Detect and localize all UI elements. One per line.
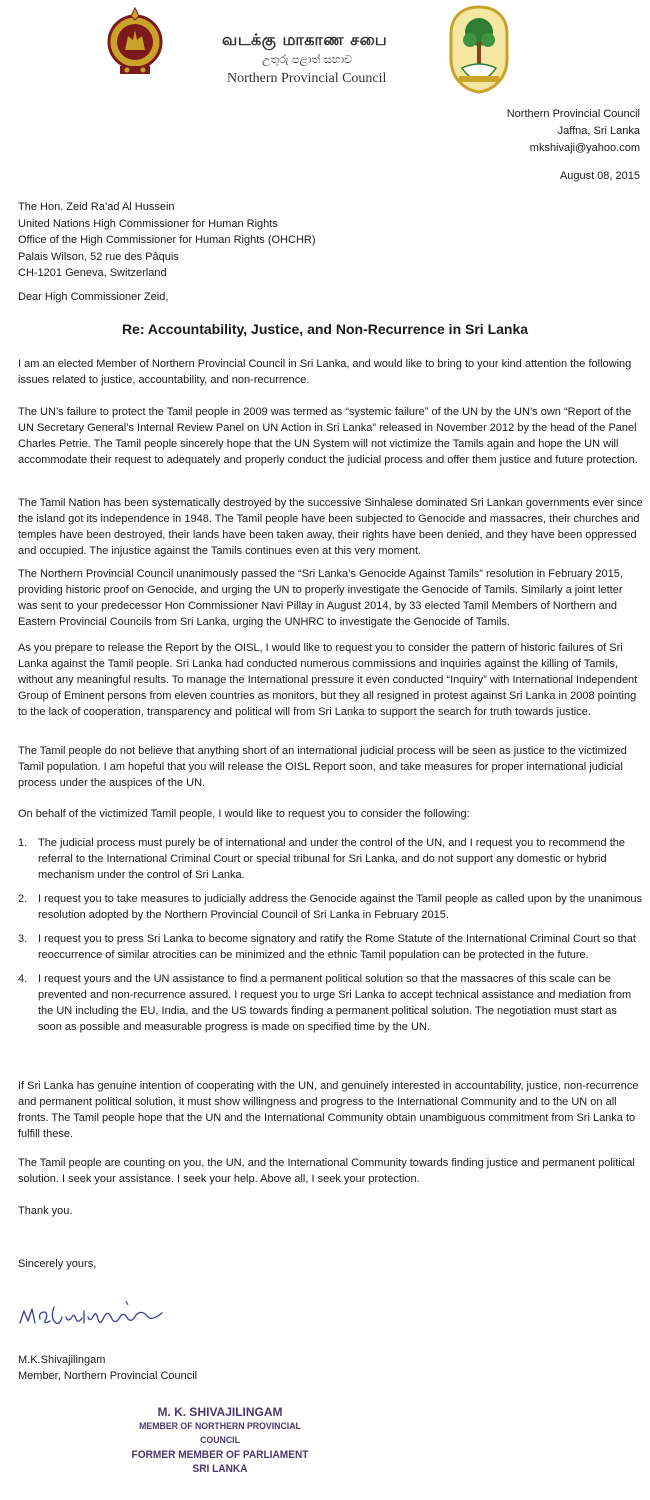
- paragraph-judicial-process: The Tamil people do not believe that anything short of an international judicial process will be seen as justice to the victimized Tamil population. I am hopeful that you will release the OISL Report soon, and take measures for proper international judicial process under the auspices of the UN.: [18, 745, 627, 789]
- paragraph-intro: I am an elected Member of Northern Provincial Council in Sri Lanka, and would like to bring to your kind attention the following issues related to justice, accountability, and non-recurrence.: [18, 358, 632, 386]
- letterhead-tamil-name: வடக்கு மாகாண சபை: [222, 30, 388, 49]
- recipient-city: CH-1201 Geneva, Switzerland: [18, 267, 167, 279]
- letterhead-sinhala-name: උතුරු පළාත් සභාව: [262, 53, 352, 66]
- sri-lanka-emblem-icon: [106, 6, 164, 76]
- recipient-name: The Hon. Zeid Ra’ad Al Hussein: [18, 201, 175, 213]
- closing-sincerely: Sincerely yours,: [18, 1258, 97, 1270]
- list-item-number: 1.: [18, 837, 28, 849]
- sender-city: Jaffna, Sri Lanka: [557, 125, 640, 137]
- recipient-street: Palais Wilson, 52 rue des Pâquis: [18, 250, 179, 263]
- recipient-office: Office of the High Commissioner for Human Rights (OHCHR): [18, 234, 316, 246]
- signer-block: [18, 1352, 197, 1384]
- paragraph-systemic-failure: The UN’s failure to protect the Tamil people in 2009 was termed as “systemic failure” of the UN by the UN’s own “Report of the UN Secretary General’s Internal Review Panel on UN Action in Sri Lanka” released in November 2012 by the head of the Panel Charles Petrie. The Tamil people sincerely hope that the UN System will not victimize the Tamils again and hope the UN will accommodate their request to adequately and properly conduct the judicial process and offer them justice and future protection.: [18, 406, 638, 466]
- request-list: [18, 835, 643, 1043]
- letter-date: August 08, 2015: [559, 170, 640, 182]
- list-item: [18, 971, 643, 1035]
- salutation: Dear High Commissioner Zeid,: [18, 291, 169, 303]
- list-item-number: 2.: [18, 893, 28, 905]
- list-item-number: 3.: [18, 933, 28, 945]
- list-item-text: The judicial process must purely be of international and under the control of the UN, and I request you to recommend the referral to the International Criminal Court or special tribunal for Sri Lanka, and do not support any domestic or hybrid mechanism under the control of Sri Lanka.: [38, 837, 625, 881]
- signer-name: M.K.Shivajilingam: [18, 1354, 106, 1366]
- list-item: [18, 891, 643, 923]
- paragraph-npc-resolution: The Northern Provincial Council unanimously passed the “Sri Lanka’s Genocide Against Tamils” resolution in February 2015, providing historic proof on Genocide, and urging the UN to properly investigate the Genocide of Tamils. Similarly a joint letter was sent to your predecessor Hon Commissioner Navi Pillay in August 2014, by 33 elected Tamil Members of Northern and Eastern Provincial Councils from Sri Lanka, urging the UNHRC to investigate the Genocide of Tamils.: [18, 568, 623, 628]
- recipient-title: United Nations High Commissioner for Human Rights: [18, 217, 278, 230]
- list-item-text: I request yours and the UN assistance to find a permanent political solution so that the massacres of this scale can be prevented and non-recurrence assured. I request you to urge Sri Lanka to accept technical assistance and mediation from the UN including the EU, India, and the US towards finding a permanent political solution. The negotiation must start as soon as possible and measurable progress is made on specified time by the UN.: [38, 973, 632, 1033]
- list-item-text: I request you to take measures to judicially address the Genocide against the Tamil people as called upon by the unanimous resolution adopted by the Northern Provincial Council of Sri Lanka in February 2015.: [38, 893, 642, 921]
- paragraph-oisl-report: As you prepare to release the Report by the OISL, I would like to request you to consider the pattern of historic failures of Sri Lanka against the Tamil people. Sri Lanka had conducted numerous commissions and inquiries against the killing of Tamils, without any meaningful results. To manage the International pressure it even conducted “Inquiry” with International Independent Group of Eminent persons from eleven countries as monitors, but they all resigned in protest against Sri Lanka in 2008 pointing to the lack of cooperation, transparency and political will from Sri Lanka to support the search for truth towards justice.: [18, 642, 638, 718]
- northern-provincial-council-crest-icon: [448, 4, 510, 94]
- list-item-text: I request you to press Sri Lanka to become signatory and ratify the Rome Statute of the International Criminal Court so that reoccurrence of similar atrocities can be minimized and the ethnic Tamil population can be protected in the future.: [38, 933, 636, 961]
- closing-thanks: Thank you.: [18, 1205, 73, 1217]
- paragraph-request-intro: On behalf of the victimized Tamil people, I would like to request you to consider the following:: [18, 808, 470, 820]
- signer-title: Member, Northern Provincial Council: [18, 1370, 198, 1382]
- paragraph-tamil-nation: The Tamil Nation has been systematically destroyed by the successive Sinhalese dominated Sri Lankan governments ever since the island got its independence in 1948. The Tamil people have been subjected to Genocide and massacres, their churches and temples have been destroyed, their lands have been taken away, their rights have been denied, and they have been oppressed and occupied. The injustice against the Tamils continues even at this very moment.: [18, 497, 643, 557]
- sender-organization: Northern Provincial Council: [506, 108, 640, 120]
- paragraph-counting-on-you: The Tamil people are counting on you, the UN, and the International Community towards finding justice and permanent political solution. I seek your assistance. I seek your help. Above all, I seek your protection.: [18, 1157, 635, 1185]
- recipient-address: [18, 199, 316, 282]
- stamp-former-mp-line: FORMER MEMBER OF PARLIAMENT: [131, 1449, 309, 1461]
- letterhead-english-name: Northern Provincial Council: [227, 71, 387, 86]
- stamp-country: SRI LANKA: [192, 1463, 248, 1475]
- subject-line: Re: Accountability, Justice, and Non-Recurrence in Sri Lanka: [121, 321, 529, 337]
- sender-email: mkshivaji@yahoo.com: [529, 142, 640, 154]
- stamp-member-line: MEMBER OF NORTHERN PROVINCIAL COUNCIL: [139, 1421, 301, 1446]
- sender-address: [507, 106, 640, 157]
- handwritten-signature: [16, 1297, 166, 1335]
- official-stamp: [120, 1404, 320, 1476]
- list-item-number: 4.: [18, 973, 28, 985]
- list-item: [18, 835, 643, 883]
- list-item: [18, 931, 643, 963]
- paragraph-genuine-intention: If Sri Lanka has genuine intention of cooperating with the UN, and genuinely interested in accountability, justice, non-recurrence and permanent political solution, it must show willingness and progress to the International Community and to the UN on all fronts. The Tamil people hope that the UN and the International Community obtain unambiguous commitment from Sri Lanka to fulfill these.: [18, 1080, 639, 1140]
- stamp-name: M. K. SHIVAJILINGAM: [157, 1405, 283, 1419]
